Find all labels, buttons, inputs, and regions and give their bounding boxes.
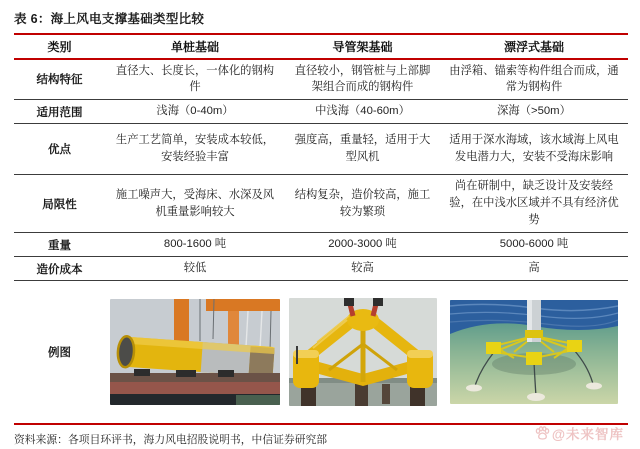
row-label: 重量 <box>48 239 71 252</box>
watermark <box>535 423 624 443</box>
row-label: 适用范围 <box>36 106 83 119</box>
column-header-floating: 漂浮式基础 <box>503 40 564 54</box>
table-cell: 2000-3000 吨 <box>328 238 397 251</box>
table-cell: 生产工艺简单，安装成本较低，安装经验丰富 <box>115 134 275 164</box>
column-header-monopile: 单桩基础 <box>170 40 219 54</box>
row-label: 例图 <box>48 347 71 359</box>
table-cell: 强度高，重量轻，适用于大型风机 <box>294 134 431 164</box>
source-note: 资料来源：各项目环评书，海力风电招股说明书，中信证券研究部 <box>14 434 328 446</box>
table-cell <box>285 281 440 423</box>
table-row-cost <box>14 257 628 281</box>
table-cell: 直径大、长度长，一体化的钢构件 <box>115 64 275 94</box>
table-cell: 施工噪声大，受海床、水深及风机重量影响较大 <box>115 188 275 218</box>
table-cell: 尚在研制中，缺乏设计及安装经验，在中浅水区域并不具有经济优势 <box>449 180 619 227</box>
table-cell <box>440 281 628 423</box>
row-label: 优点 <box>48 144 71 157</box>
row-label: 局限性 <box>42 198 77 211</box>
table-cell: 较高 <box>351 262 374 275</box>
table-cell: 中浅海（40-60m） <box>315 105 410 118</box>
row-label: 造价成本 <box>36 263 83 276</box>
table-cell: 由浮箱、锚索等构件组合而成，通常为钢构件 <box>449 64 619 94</box>
table-row-examples <box>14 281 628 423</box>
table-cell: 适用于深水海域，该水域海上风电发电潜力大，安装不受海床影响 <box>449 134 619 164</box>
table-row-weight <box>14 233 628 257</box>
table-row-limitations <box>14 175 628 233</box>
monopile-foundation-photo <box>110 299 280 405</box>
table-row-structure <box>14 60 628 101</box>
table-row-advantages <box>14 124 628 175</box>
table-cell <box>105 281 285 423</box>
table-cell: 结构复杂，造价较高，施工较为繁琐 <box>294 188 431 218</box>
table-header-row <box>14 35 628 58</box>
column-header-category: 类别 <box>47 40 72 54</box>
column-header-jacket: 导管架基础 <box>332 40 393 54</box>
watermark-label: @未来智库 <box>551 427 624 442</box>
table-cell: 浅海（0-40m） <box>156 105 234 118</box>
table-cell: 5000-6000 吨 <box>499 238 569 251</box>
table-cell: 高 <box>528 262 540 275</box>
table-cell: 800-1600 吨 <box>163 238 227 251</box>
table-cell: 较低 <box>183 262 207 275</box>
table-title: 表 6：海上风电支撑基础类型比较 <box>14 12 205 26</box>
row-label: 结构特征 <box>36 74 83 87</box>
jacket-foundation-photo <box>289 298 437 406</box>
paw-icon <box>535 426 550 441</box>
table-row-application-range <box>14 100 628 124</box>
table-cell: 深海（>50m） <box>497 105 571 118</box>
floating-foundation-photo <box>450 300 618 404</box>
table-cell: 直径较小，钢管桩与上部脚架组合而成的钢构件 <box>294 64 431 94</box>
